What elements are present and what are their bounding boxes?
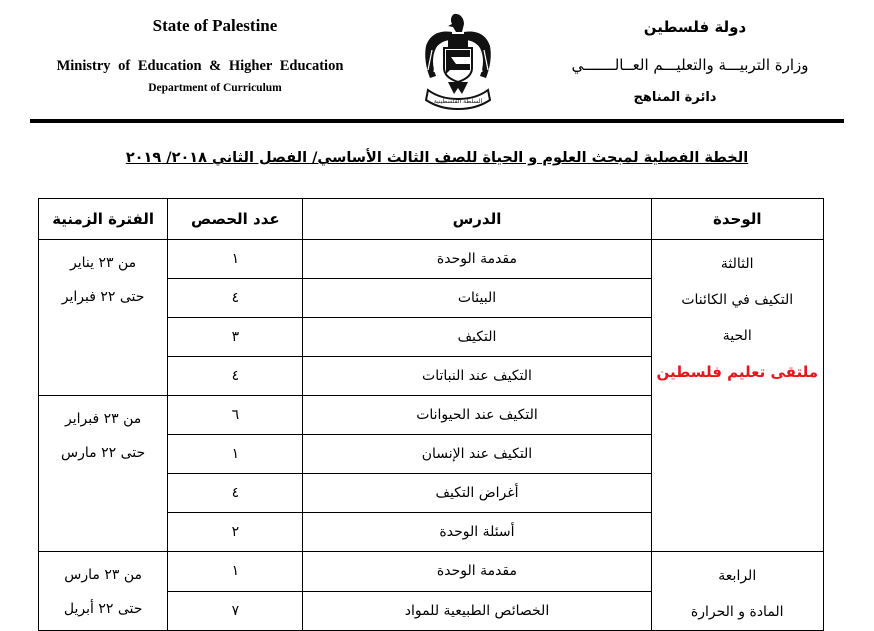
unit-cell-third	[651, 240, 823, 552]
period-to: حتى ٢٢ أبريل	[63, 601, 143, 617]
header-ar-department: دائرة المناهج	[633, 90, 717, 105]
count-cell: ٤	[168, 279, 303, 318]
lesson-cell: مقدمة الوحدة	[303, 240, 651, 279]
header-ar-ministry: وزارة التربيـــة والتعليـــم العــالـــــــي	[571, 56, 809, 74]
lesson-cell: مقدمة الوحدة	[303, 552, 651, 592]
period-from: من ٢٣ يناير	[70, 255, 137, 271]
header-en-state: State of Palestine	[152, 16, 278, 35]
lesson-cell: التكيف عند الإنسان	[303, 435, 651, 474]
header-en-ministry: Ministry of Education & Higher Education	[56, 58, 344, 74]
unit-title: المادة و الحرارة	[690, 604, 784, 620]
count-cell: ٤	[168, 474, 303, 513]
table-row	[39, 552, 824, 592]
table-header-row	[39, 199, 824, 240]
column-header-count: عدد الحصص	[168, 199, 303, 240]
unit-name: الرابعة	[718, 568, 757, 584]
watermark-text: ملتقى تعليم فلسطين	[656, 363, 818, 381]
lesson-cell: التكيف عند الحيوانات	[303, 396, 651, 435]
count-cell: ١	[168, 435, 303, 474]
semester-plan-table	[38, 198, 824, 631]
period-to: حتى ٢٢ مارس	[61, 445, 146, 461]
unit-title-cont: الحية	[722, 328, 752, 344]
lesson-cell: أغراض التكيف	[303, 474, 651, 513]
lesson-cell: الخصائص الطبيعية للمواد	[303, 591, 651, 631]
period-from: من ٢٣ فبراير	[64, 411, 142, 427]
lesson-cell: البيئات	[303, 279, 651, 318]
lesson-cell: التكيف عند النباتات	[303, 357, 651, 396]
period-cell	[39, 396, 168, 552]
unit-name: الثالثة	[720, 256, 754, 272]
column-header-unit: الوحدة	[651, 199, 823, 240]
table-row	[39, 240, 824, 279]
lesson-cell: أسئلة الوحدة	[303, 513, 651, 552]
count-cell: ٣	[168, 318, 303, 357]
palestine-eagle-emblem-icon	[418, 10, 498, 116]
period-cell	[39, 552, 168, 631]
column-header-lesson: الدرس	[303, 199, 651, 240]
count-cell: ١	[168, 240, 303, 279]
period-cell	[39, 240, 168, 396]
count-cell: ٤	[168, 357, 303, 396]
lesson-cell: التكيف	[303, 318, 651, 357]
period-from: من ٢٣ مارس	[64, 567, 142, 583]
plan-title: الخطة الفصلية لمبحث العلوم و الحياة للصف الثالث الأساسي/ الفصل الثاني ٢٠١٨/ ٢٠١٩	[125, 150, 749, 166]
unit-cell-fourth	[651, 552, 823, 631]
header-ar-state: دولة فلسطين	[643, 18, 747, 36]
column-header-period: الفترة الزمنية	[39, 199, 168, 240]
unit-title: التكيف في الكائنات	[681, 292, 794, 308]
header-en-department: Department of Curriculum	[148, 82, 282, 94]
count-cell: ٦	[168, 396, 303, 435]
count-cell: ٧	[168, 591, 303, 631]
period-to: حتى ٢٢ فبراير	[61, 289, 145, 305]
emblem-caption: السلطة الفلسطينية	[433, 98, 483, 105]
count-cell: ١	[168, 552, 303, 592]
header-divider	[30, 119, 844, 123]
count-cell: ٢	[168, 513, 303, 552]
